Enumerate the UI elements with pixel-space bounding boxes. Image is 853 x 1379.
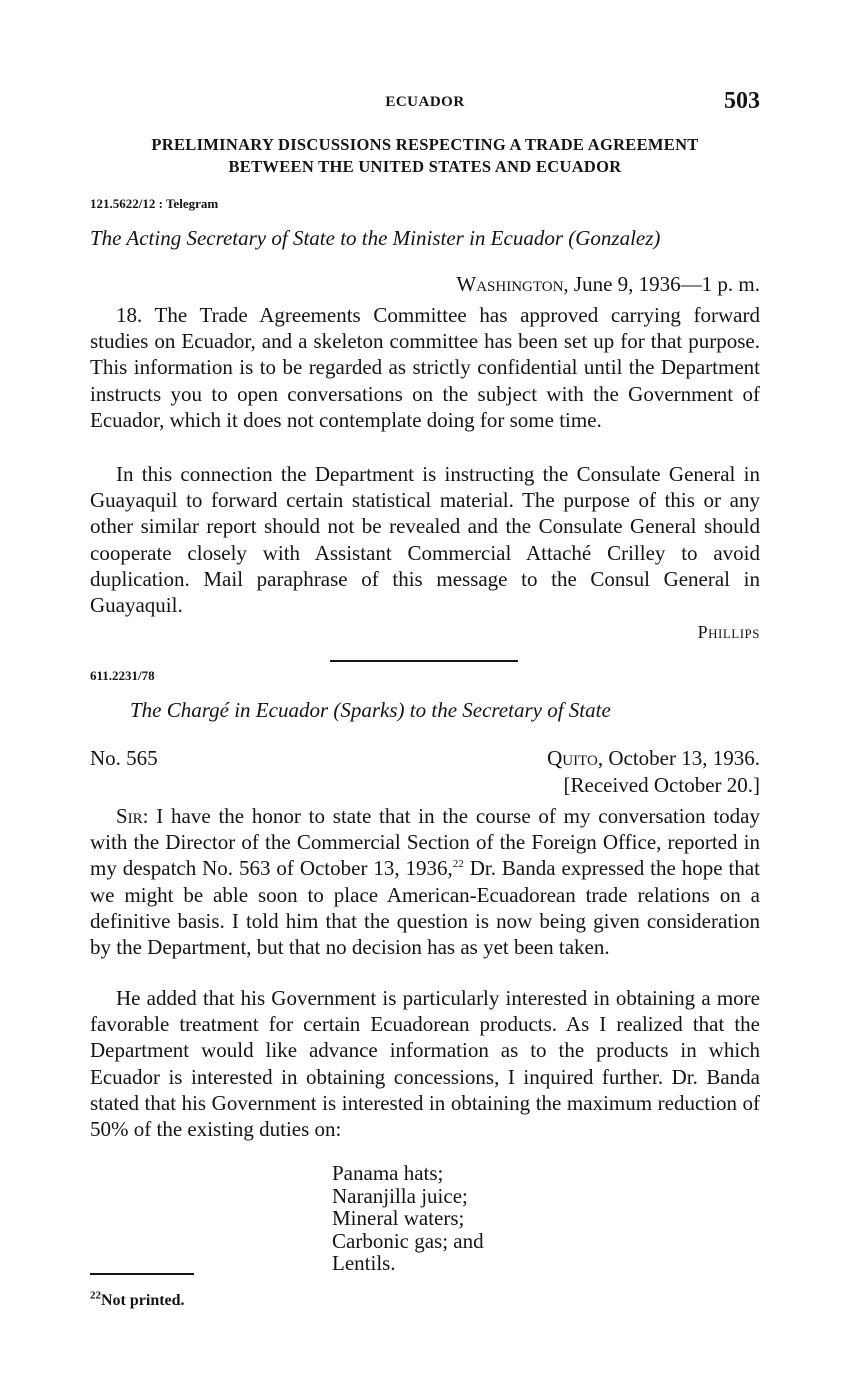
doc2-dateline-date: October 13, 1936. (608, 746, 760, 770)
doc2-number: No. 565 (90, 746, 158, 770)
page-number: 503 (724, 88, 760, 114)
doc2-paragraph-1 (90, 803, 760, 960)
product-list-item: Lentils. (332, 1251, 396, 1275)
running-title: ECUADOR (385, 94, 465, 110)
product-list-item: Mineral waters; (332, 1206, 465, 1230)
doc2-paragraph-1-text-a: I have the honor to state that in the course of my conversation today with the Director of the Commercial Section of the Foreign Office, reported in my despatch No. 563 of October 13, 1936, (90, 804, 761, 881)
product-list-item: Carbonic gas; and (332, 1228, 484, 1253)
section-divider (330, 660, 518, 662)
doc2-paragraph-2: He added that his Government is particularly interested in obtaining a more favorable treatment for certain Ecuadorean products. As I realized that the Department would like advance information as to the products in which Ecuador is interested in obtaining concessions, I inquired further. Dr. Banda stated that his Government is interested in obtaining the maximum reduction of 50% of the existing duties on: (90, 986, 760, 1142)
doc1-title: The Acting Secretary of State to the Minister in Ecuador (Gonzalez) (90, 226, 661, 250)
document-page (90, 0, 760, 1379)
doc1-dateline (456, 272, 760, 297)
footnote-marker: 22 (90, 1289, 101, 1302)
footnote-reference: 22 (452, 858, 464, 871)
section-heading (90, 134, 760, 178)
running-head (90, 88, 760, 118)
doc1-paragraph-2: In this connection the Department is instructing the Consulate General in Guayaquil to forward certain statistical material. The purpose of this or any other similar report should not be revealed and the Consulate General should cooperate closely with Assistant Commercial Attaché Crilley to avoid duplication. Mail paraphrase of this message to the Consul General in Guayaquil. (90, 462, 760, 618)
footnote (90, 1289, 185, 1310)
product-list-item: Naranjilla juice; (332, 1183, 468, 1208)
doc1-dateline-date: June 9, 1936—1 p. m. (573, 272, 760, 296)
product-list (332, 1162, 484, 1275)
doc2-title: The Chargé in Ecuador (Sparks) to the Secretary of State (130, 698, 611, 722)
section-heading-line-2: BETWEEN THE UNITED STATES AND ECUADOR (228, 157, 622, 176)
doc2-paragraph-1-text-b: Dr. Banda expressed the hope that we might be able soon to place American-Ecuadorean trade relations on a definitive basis. I told him that the question is now being given consideration by the Department, but that no decision has as yet been taken. (90, 856, 760, 960)
doc2-file-number: 611.2231/78 (90, 668, 155, 683)
doc1-paragraph-1: 18. The Trade Agreements Committee has approved carrying forward studies on Ecuador, and a skeleton committee has been set up for that purpose. This information is to be regarded as strictly confidential until the Department instructs you to open conversations on the subject with the Government of Ecuador, which it does not contemplate doing for some time. (90, 303, 760, 432)
product-list-item: Panama hats; (332, 1161, 444, 1185)
section-heading-line-1: PRELIMINARY DISCUSSIONS RESPECTING A TRADE AGREEMENT (151, 135, 699, 154)
doc2-dateline (547, 746, 760, 771)
doc1-dateline-place: Washington, (456, 272, 569, 296)
doc1-signature: Phillips (697, 622, 760, 642)
doc2-dateline-place: Quito, (547, 746, 604, 770)
footnote-text: Not printed. (101, 1292, 185, 1309)
doc2-received: [Received October 20.] (563, 773, 760, 797)
footnote-divider (90, 1273, 194, 1275)
doc1-file-number: 121.5622/12 : Telegram (90, 196, 219, 211)
doc2-salutation: Sir: (116, 804, 149, 828)
